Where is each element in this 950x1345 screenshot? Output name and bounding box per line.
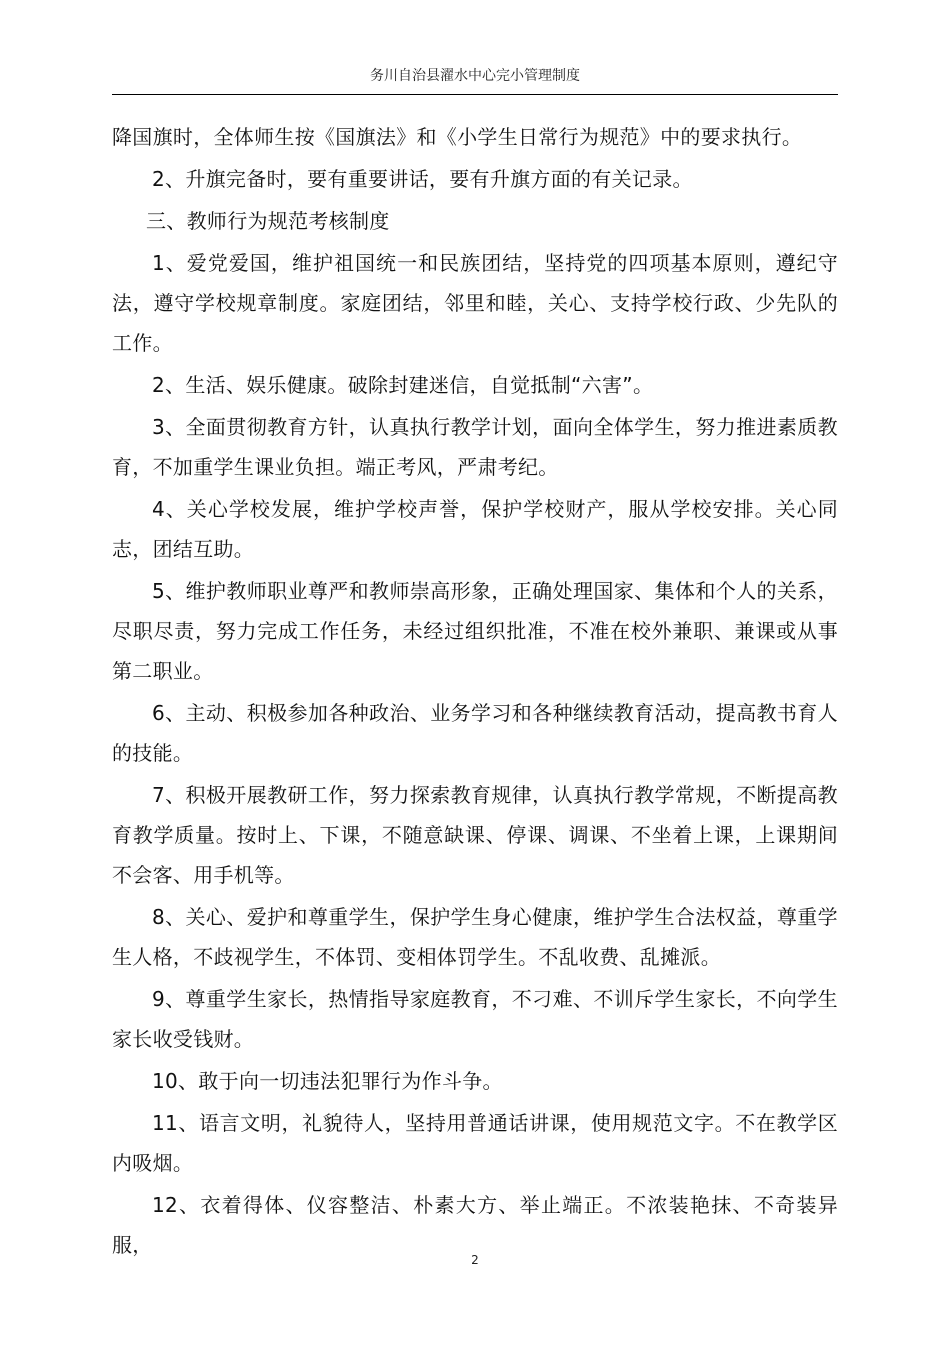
- paragraph-continuation: 降国旗时，全体师生按《国旗法》和《小学生日常行为规范》中的要求执行。: [112, 125, 803, 149]
- paragraph-rule-12: 12、衣着得体、仪容整洁、朴素大方、举止端正。不浓装艳抹、不奇装异服，: [112, 1193, 838, 1257]
- section-heading: 三、教师行为规范考核制度: [146, 209, 390, 233]
- paragraph-rule-7: 7、积极开展教研工作，努力探索教育规律，认真执行教学常规，不断提高教育教学质量。按时上、下课，不随意缺课、停课、调课、不坐着上课，上课期间不会客、用手机等。: [112, 783, 838, 887]
- paragraph-rule-5: 5、维护教师职业尊严和教师崇高形象，正确处理国家、集体和个人的关系，尽职尽责，努力完成工作任务，未经过组织批准，不准在校外兼职、兼课或从事第二职业。: [112, 579, 838, 683]
- paragraph-rule-6: 6、主动、积极参加各种政治、业务学习和各种继续教育活动，提高教书育人的技能。: [112, 701, 838, 765]
- page-number: 2: [471, 1253, 479, 1267]
- document-body: [112, 117, 838, 1267]
- paragraph-rule-10: 10、敢于向一切违法犯罪行为作斗争。: [152, 1069, 503, 1093]
- paragraph-rule-2: 2、生活、娱乐健康。破除封建迷信，自觉抵制“六害”。: [152, 373, 654, 397]
- running-header: 务川自治县濯水中心完小管理制度: [370, 68, 580, 84]
- paragraph-rule-9: 9、尊重学生家长，热情指导家庭教育，不刁难、不训斥学生家长，不向学生家长收受钱财。: [112, 987, 838, 1051]
- paragraph-rule-4: 4、关心学校发展，维护学校声誉，保护学校财产，服从学校安排。关心同志，团结互助。: [112, 497, 838, 561]
- paragraph-rule-3: 3、全面贯彻教育方针，认真执行教学计划，面向全体学生，努力推进素质教育，不加重学生课业负担。端正考风，严肃考纪。: [112, 415, 838, 479]
- header-divider: [112, 94, 838, 95]
- paragraph-rule-1: 1、爱党爱国，维护祖国统一和民族团结，坚持党的四项基本原则，遵纪守法，遵守学校规章制度。家庭团结，邻里和睦，关心、支持学校行政、少先队的工作。: [112, 251, 838, 355]
- paragraph-rule-8: 8、关心、爱护和尊重学生，保护学生身心健康，维护学生合法权益，尊重学生人格，不歧视学生，不体罚、变相体罚学生。不乱收费、乱摊派。: [112, 905, 838, 969]
- paragraph-item-2: 2、升旗完备时，要有重要讲话，要有升旗方面的有关记录。: [152, 167, 693, 191]
- paragraph-rule-11: 11、语言文明，礼貌待人，坚持用普通话讲课，使用规范文字。不在教学区内吸烟。: [112, 1111, 838, 1175]
